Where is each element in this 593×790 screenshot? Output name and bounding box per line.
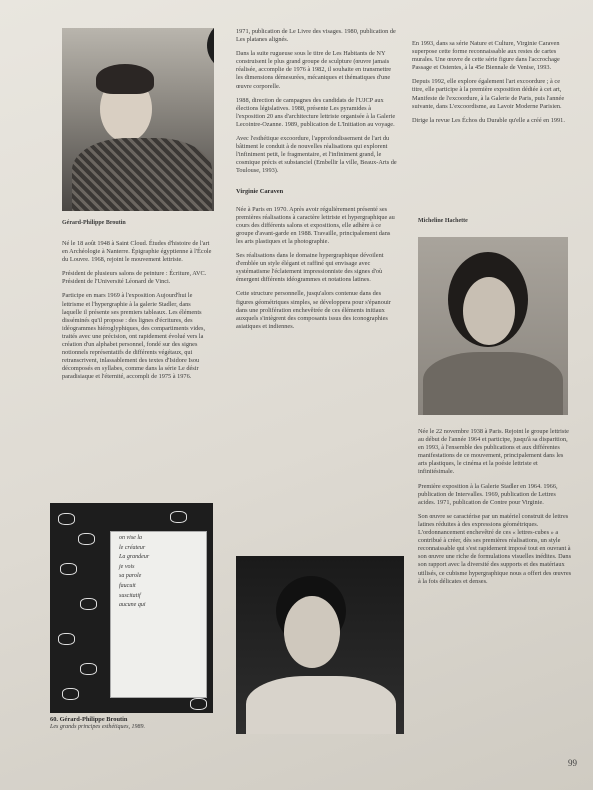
figure-caption-title: 60. Gérard-Philippe Broutin (50, 716, 128, 723)
bio-paragraph: Participe en mars 1969 à l'exposition Aujourd'hui le lettrisme et l'hypergraphie à la galerie Stadler, dans laquelle il présente ses premiers tableaux. Les éléments disséminés qu'il propose : des lignes d'écritures, des idéogrammes hiéroglyphiques, des compartiments vides, traités avec une précision, ont rapidement évolué vers la création d'un alphabet personnel, fondé sur des signes notionnels représentatifs de différents végétaux, qui retranscrivent, inlassablement des textes d'Isidore Isou décomposés en syllabes, comme dans la série Le désir paradisiaque et l'éternité, accompli de 1975 à 1976. (62, 292, 206, 381)
bio-paragraph: Dirige la revue Les Échos du Durable qu'elle a créé en 1991. (412, 116, 565, 124)
bio-paragraph: Ses réalisations dans le domaine hypergraphique dévoilent d'emblée un style élégant et raffiné qui envisage avec systématisme l'éclatement impressionniste des signes d'où émergent différents idéogrammes et notations latines. (236, 252, 384, 284)
bio-paragraph: Cette structure personnelle, jusqu'alors contenue dans des figures géométriques simples, se développera pour s'épanouir dans une prolifération enchevêtrée de ces éléments initiaux auxquels s'intègrent des composants issus des iconographies asiatiques et indiennes. (236, 290, 391, 330)
bio-paragraph: Avec l'esthétique excoordure, l'approfondissement de l'art du bâtiment le conduit à de nouvelles réalisations qui explorent l'infiniment petit, le fragmentaire, et l'infiniment grand, le cosmique précis et substanciel (Embellir la ville, Beaux-Arts de Toulouse, 1993). (236, 135, 397, 175)
artwork-broutin (50, 503, 213, 713)
page-number: 99 (568, 758, 577, 768)
photo-caption-hachette: Micheline Hachette (418, 218, 468, 224)
bio-paragraph: Née à Paris en 1970. Après avoir régulièrement présenté ses premières réalisations à caractère lettriste et hypergraphique au cours des différents salons et expositions, elle adhère à ce groupe d'avant-garde en 1988. Travaille, principalement dans les arts plastiques et la photographie. (236, 205, 395, 245)
artwork-text (119, 534, 149, 611)
face-shape (463, 277, 515, 345)
photo-caption-broutin: Gérard-Philippe Broutin (62, 220, 126, 226)
artwork-line: le créateur (119, 544, 146, 551)
bio-paragraph: En 1993, dans sa série Nature et Culture, Virginie Caraven superpose cette forme reconnaissable aux restes de cartes murales. Une œuvre de cette série figure dans l'accrochage Passage et Ostentes, à la 45e Biennale de Venise, 1993. (412, 40, 560, 72)
bio-paragraph: Né le 18 août 1948 à Saint Cloud. Études d'histoire de l'art en Archéologie à Nanterre. Épigraphie égyptienne à l'École du Louvre. 1968, rejoint le mouvement lettriste. (62, 240, 212, 264)
emblem-shape (207, 28, 214, 73)
column-2 (236, 28, 398, 337)
artwork-line: aucune qui (119, 602, 146, 609)
bio-paragraph: Son œuvre se caractérise par un matériel construit de lettres latines réduites à des expressions géométriques. L'ordonnancement enchevêtré de ces « lettres-cubes » a contribué à créer, dès ses premières réalisations, un style reconnaissable qui s'est rapidement imposé tout en ouvrant à son œuvre une riche de formulations visuelles inédites. Dans son rapport avec la diversité des supports et des matériaux utilisés, ce cubisme hypergraphique nous a offert des œuvres à la fois délicates et denses. (418, 512, 572, 585)
artwork-line: La grandeur (119, 554, 150, 561)
shirt-shape (423, 352, 563, 415)
glyph-shape (62, 688, 79, 700)
bio-paragraph: 1988, direction de campagnes des candidats de l'UJCP aux élections législatives. 1988, présente Les pyramides à l'exposition 20 ans d'architecture lettriste organisée à la Galerie Lecointre-Ozanne. 1989, publication de L'Initiation au voyage. (236, 96, 396, 128)
artwork-line: faucuit (119, 582, 136, 589)
glyph-shape (58, 633, 75, 645)
artwork-line: on vise la (119, 535, 142, 541)
glyph-shape (170, 511, 187, 523)
glyph-shape (78, 533, 95, 545)
artwork-line: je vois (119, 563, 135, 570)
portrait-photo-hachette (418, 237, 568, 415)
glyph-shape (58, 513, 75, 525)
bio-paragraph: Président de plusieurs salons de peinture : Écriture, AVC. Président de l'Université Léonard de Vinci. (62, 270, 207, 286)
section-heading: Virginie Caraven (236, 187, 284, 195)
bio-paragraph: Depuis 1992, elle explore également l'art excoordure ; à ce titre, elle participe à la première exposition dédiée à cet art, Manifeste de l'excoordure, à la Galerie de Paris, puis l'année suivante, dans L'excoordisme, au Lavoir Moderne Parisien. (412, 78, 565, 110)
hair-shape (96, 64, 154, 94)
bio-paragraph: Dans la suite rugueuse sous le titre de Les Habitants de NY construisent le plus grand groupe de sculpture (œuvre jamais réalisée, accomplie de 1976 à 1982, il souhaite en transmettre les dimensions démesurées, mécaniques et thématiques d'une œuvre corporelle. (236, 50, 392, 90)
glyph-shape (80, 598, 97, 610)
column-1 (62, 240, 212, 388)
bio-paragraph: Première exposition à la Galerie Stadler en 1964. 1966, publication de Intervalles. 1969, publication de Lettres acides. 1971, publication de Contre pour Virginie. (418, 482, 558, 506)
portrait-photo-caraven (236, 556, 404, 734)
bio-paragraph: 1971, publication de Le Livre des visages. 1980, publication de Les platanes alignés. (236, 28, 396, 44)
artwork-paper (110, 531, 207, 698)
column-3-top (412, 40, 572, 131)
artwork-line: suscitatif (119, 592, 141, 599)
artwork-line: sa parole (119, 573, 142, 580)
face-shape (284, 596, 340, 668)
shirt-shape (246, 676, 396, 734)
shirt-shape (72, 138, 212, 211)
portrait-photo-broutin (62, 28, 214, 211)
glyph-shape (60, 563, 77, 575)
figure-caption-work: Les grands principes esthétiques, 1989. (50, 723, 145, 730)
glyph-shape (190, 698, 207, 710)
bio-paragraph: Née le 22 novembre 1938 à Paris. Rejoint le groupe lettriste au début de l'année 1964 et participe, jusqu'à sa disparition, en 1993, à l'ensemble des publications et aux différentes manifestations de ce mouvement, principalement dans les arts plastiques, le cinéma et la poésie lettriste et infinitésimale. (418, 428, 569, 476)
figure-caption (50, 716, 220, 731)
glyph-shape (80, 663, 97, 675)
column-3-bottom (418, 428, 573, 592)
